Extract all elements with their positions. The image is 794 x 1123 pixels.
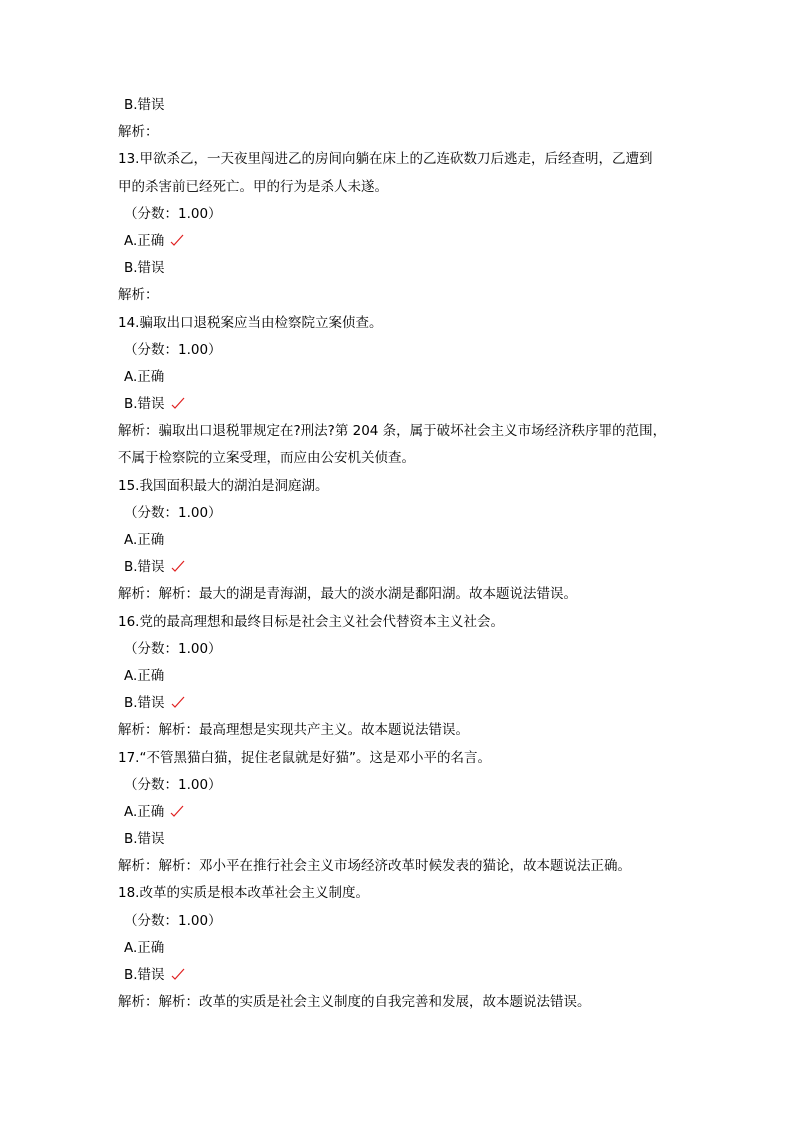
option-a: A.正确 xyxy=(124,667,165,684)
checkmark-icon xyxy=(171,397,187,409)
question-score: （分数：1.00） xyxy=(124,504,222,521)
option-b-label: B.错误 xyxy=(124,396,165,413)
question-score: （分数：1.00） xyxy=(124,205,222,222)
checkmark-icon xyxy=(170,805,186,817)
question-stem: 18.改革的实质是根本改革社会主义制度。 xyxy=(118,885,369,902)
analysis: 解析： xyxy=(118,124,159,141)
question-stem: 17.“不管黑猫白猫，捉住老鼠就是好猫”。这是邓小平的名言。 xyxy=(118,749,491,766)
question-score: （分数：1.00） xyxy=(124,912,222,929)
option-b-label: B.错误 xyxy=(124,695,165,712)
question-18 xyxy=(118,880,688,1016)
question-stem-cont: 甲的杀害前已经死亡。甲的行为是杀人未遂。 xyxy=(118,178,388,195)
checkmark-icon xyxy=(171,968,187,980)
analysis-cont: 不属于检察院的立案受理，而应由公安机关侦查。 xyxy=(118,450,415,467)
option-a xyxy=(118,799,688,826)
question-stem: 15.我国面积最大的湖泊是洞庭湖。 xyxy=(118,477,329,494)
question-16 xyxy=(118,609,688,745)
option-b: B.错误 xyxy=(124,97,165,113)
option-b xyxy=(118,554,688,581)
option-a: A.正确 xyxy=(124,939,165,956)
option-b: B.错误 xyxy=(124,831,165,848)
option-a-label: A.正确 xyxy=(124,803,165,820)
option-b: B.错误 xyxy=(124,260,165,277)
checkmark-icon xyxy=(171,560,187,572)
question-stem: 16.党的最高理想和最终目标是社会主义社会代替资本主义社会。 xyxy=(118,613,504,630)
question-15 xyxy=(118,473,688,609)
option-a: A.正确 xyxy=(124,368,165,385)
question-stem: 14.骗取出口退税案应当由检察院立案侦查。 xyxy=(118,314,383,331)
question-score: （分数：1.00） xyxy=(124,776,222,793)
analysis: 解析：解析：改革的实质是社会主义制度的自我完善和发展，故本题说法错误。 xyxy=(118,994,591,1011)
question-score: （分数：1.00） xyxy=(124,640,222,657)
document-page xyxy=(118,92,688,1016)
checkmark-icon xyxy=(171,696,187,708)
checkmark-icon xyxy=(170,234,186,246)
question-13 xyxy=(118,146,688,309)
option-b xyxy=(118,690,688,717)
option-a xyxy=(118,228,688,255)
question-score: （分数：1.00） xyxy=(124,341,222,358)
analysis: 解析：解析：最高理想是实现共产主义。故本题说法错误。 xyxy=(118,722,469,739)
analysis: 解析：解析：最大的湖是青海湖，最大的淡水湖是鄱阳湖。故本题说法错误。 xyxy=(118,586,577,603)
question-14 xyxy=(118,310,688,473)
question-17 xyxy=(118,745,688,881)
option-b xyxy=(118,391,688,418)
question-stem: 13.甲欲杀乙，一天夜里闯进乙的房间向躺在床上的乙连砍数刀后逃走，后经查明，乙遭到 xyxy=(118,151,653,168)
option-b xyxy=(118,962,688,989)
option-a: A.正确 xyxy=(124,532,165,548)
analysis: 解析：解析：邓小平在推行社会主义市场经济改革时候发表的猫论，故本题说法正确。 xyxy=(118,858,631,875)
option-a-label: A.正确 xyxy=(124,232,165,249)
option-b-label: B.错误 xyxy=(124,967,165,983)
analysis: 解析： xyxy=(118,287,159,304)
analysis: 解析：骗取出口退税罪规定在?刑法?第 204 条，属于破坏社会主义市场经济秩序罪的范围， xyxy=(118,423,667,440)
option-b-label: B.错误 xyxy=(124,559,165,576)
